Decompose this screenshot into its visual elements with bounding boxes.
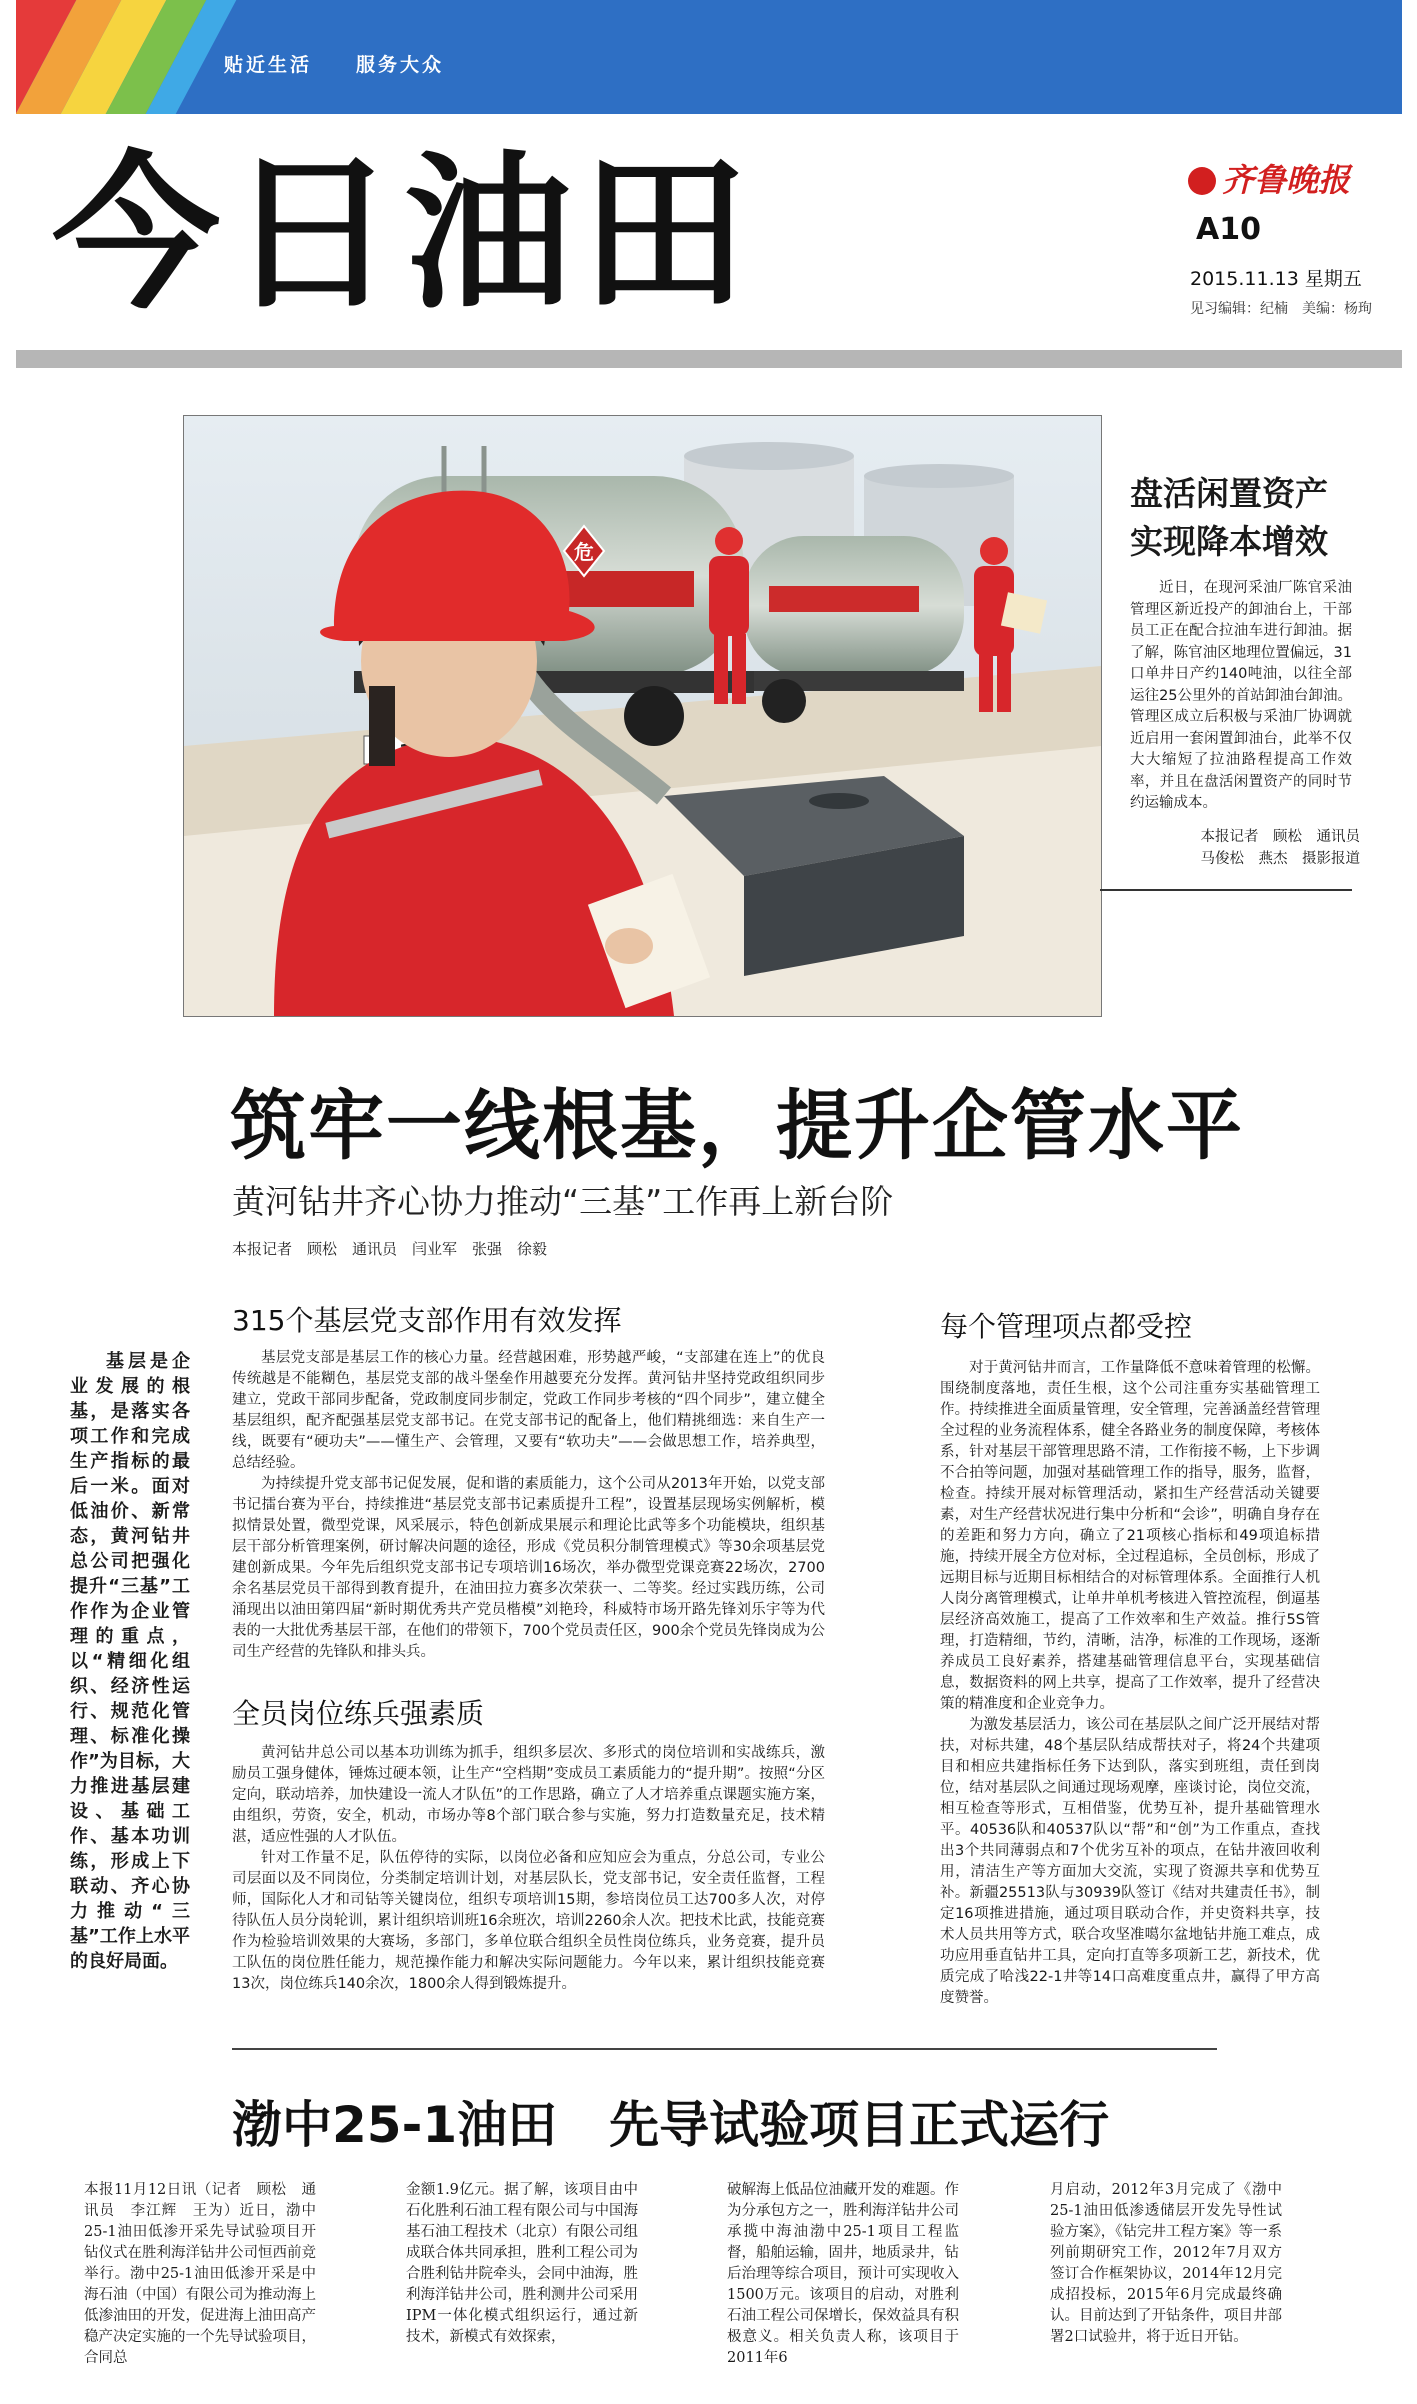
section-3-paragraph: 为激发基层活力，该公司在基层队之间广泛开展结对帮扶，对标共建，48个基层队结成帮扶对子，将24个共建项目和相应共建指标任务下达到队，落实到班组，责任到岗位，结对基层队之间通过现场观摩，座谈讨论，岗位交流，相互检查等形式，互相借鉴，优势互补，提升基础管理水平。40536队和40537队以“帮”和“创”为工作重点，查找出3个共同薄弱点和7个优劣互补的项点，在钻井液回收利用，清洁生产等方面加大交流，实现了资源共享和优势互补。新疆25513队与30939队签订《结对共建责任书》，制定16项推进措施，通过项目联动合作，并史资料共享，技术人员共用等方式，联合攻坚准噶尔盆地钻井施工难点，成功应用垂直钻井工具，定向打直等多项新工艺，新技术，优质完成了哈浅22-1井等14口高难度重点井，赢得了甲方高度赞誉。 <box>940 1717 1320 2006</box>
section-1-paragraph: 基层党支部是基层工作的核心力量。经营越困难，形势越严峻，“支部建在连上”的优良传统越是不能糊色，基层党支部的战斗堡垒作用越要充分发挥。黄河钻井坚持党政组织同步建立，党政干部同步配备，党政制度同步制定，党政工作同步考核的“四个同步”，建立健全基层组织，配齐配强基层党支部书记。在党支部书记的配备上，他们精挑细选：来自生产一线，既要有“硬功夫”——懂生产、会管理，又要有“软功夫”——会做思想工作，培养典型，总结经验。 <box>232 1350 825 1471</box>
section-2-heading: 全员岗位练兵强素质 <box>232 1697 485 1730</box>
page-number: A10 <box>1196 212 1261 247</box>
bottom-headline-1: 渤中25-1油田 <box>232 2096 558 2154</box>
editor-credits: 见习编辑：纪楠 美编：杨珣 <box>1190 301 1372 317</box>
news-photo <box>183 415 1102 1017</box>
section-2-paragraph: 黄河钻井总公司以基本功训练为抓手，组织多层次、多形式的岗位培训和实战练兵，激励员工强身健体，锤炼过硬本领，让生产“空档期”变成员工素质能力的“提升期”。按照“分区定向，联动培养，加快建设一流人才队伍”的工作思路，确立了人才培养重点课题实施方案，由组织，劳资，安全，机动，市场办等8个部门联合参与实施，努力打造数量充足，技术精湛，适应性强的人才队伍。 <box>232 1745 825 1845</box>
masthead-rule <box>16 350 1402 368</box>
banner-slogan <box>224 50 488 77</box>
section-3-heading: 每个管理项点都受控 <box>940 1310 1193 1343</box>
photo-story-rule <box>1100 889 1352 891</box>
bottom-column-4: 月启动，2012年3月完成了《渤中25-1油田低渗透储层开发先导性试验方案》，《钻完井工程方案》等一系列前期研究工作，2012年7月双方签订合作框架协议，2014年12月完成招投标，2015年6月完成最终确认。目前达到了开钻条件，项目井部署2口试验井，将于近日开钻。 <box>1050 2182 1282 2345</box>
section-2-paragraph: 针对工作量不足，队伍停待的实际，以岗位必备和应知应会为重点，分总公司，专业公司层面以及不同岗位，分类制定培训计划，对基层队长，党支部书记，安全责任监督，工程师，国际化人才和司钻等关键岗位，组织专项培训15期，参培岗位员工达700多人次，对停待队伍人员分岗轮训，累计组织培训班16余班次，培训2260余人次。把技术比武，技能竞赛作为检验培训效果的大赛场，多部门，多单位联合组织全员性岗位练兵，业务竞赛，提升员工队伍的岗位胜任能力，规范操作能力和解决实际问题能力。今年以来，累计组织技能竞赛13次，岗位练兵140余次，1800余人得到锻炼提升。 <box>232 1850 825 1992</box>
bottom-column-3: 破解海上低品位油藏开发的难题。作为分承包方之一，胜利海洋钻井公司承揽中海油渤中25-1项目工程监督，船舶运输，固井，地质录井，钻后治理等综合项目，预计可实现收入1500万元。该项目的启动，对胜利石油工程公司保增长，保效益具有积极意义。相关负责人称，该项目于2011年6 <box>727 2182 959 2366</box>
section-1-heading: 315个基层党支部作用有效发挥 <box>232 1304 622 1337</box>
section-2-body <box>232 1743 825 1995</box>
main-headline: 筑牢一线根基，提升企管水平 <box>230 1081 1244 1170</box>
banner-slogan-1: 贴近生活 <box>224 54 313 76</box>
section-1-body <box>232 1348 825 1663</box>
newspaper-name: 齐鲁晚报 <box>1222 161 1351 199</box>
main-byline: 本报记者 顾松 通讯员 闫业军 张强 徐毅 <box>232 1240 548 1258</box>
photo-story-headline-2: 实现降本增效 <box>1130 522 1328 561</box>
newspaper-logo <box>1188 155 1350 201</box>
photo-story-headline-1: 盘活闲置资产 <box>1130 474 1328 513</box>
article-separator <box>232 2048 1217 2050</box>
section-3-paragraph: 对于黄河钻井而言，工作量降低不意味着管理的松懈。围绕制度落地，责任生根，这个公司注重夯实基础管理工作。持续推进全面质量管理，安全管理，完善涵盖经营管理全过程的业务流程体系，健全各路业务的制度保障，考核体系，针对基层干部管理思路不清，工作衔接不畅，上下步调不合拍等问题，加强对基础管理工作的指导，服务，监督，检查。持续开展对标管理活动，紧扣生产经营活动关键要素，对生产经营状况进行集中分析和“会诊”，明确自身存在的差距和努力方向，确立了21项核心指标和49项追标措施，持续开展全方位对标，全过程追标，全员创标，形成了远期目标与近期目标相结合的对标管理体系。全面推行人机人岗分离管理模式，让单井单机考核进入管控流程，倒逼基层经济高效施工，提高了工作效率和生产效益。推行5S管理，打造精细，节约，清晰，洁净，标准的工作现场，逐渐养成员工良好素养，搭建基础管理信息平台，实现基础信息，数据资料的网上共享，提高了工作效率，提升了经营决策的精准度和企业竞争力。 <box>940 1360 1320 1712</box>
hazard-sign-text: 危 <box>574 540 594 564</box>
top-banner <box>16 0 1402 114</box>
photo-story-headline <box>1130 470 1385 566</box>
photo-illustration <box>184 416 1101 1016</box>
main-subheadline: 黄河钻井齐心协力推动“三基”工作再上新台阶 <box>232 1182 894 1221</box>
banner-slogan-2: 服务大众 <box>356 54 445 76</box>
bottom-headline-2: 先导试验项目正式运行 <box>609 2096 1110 2154</box>
intro-text: 基层是企业发展的根基，是落实各项工作和完成生产指标的最后一米。面对低油价、新常态，黄河钻井总公司把强化提升“三基”工作作为企业管理的重点，以“精细化组织、经济性运行、规范化管理、标准化操作”为目标，大力推进基层建设、基础工作、基本功训练，形成上下联动、齐心协力推动“三基”工作上水平的良好局面。 <box>70 1351 190 1972</box>
photo-credit-line-2: 马俊松 燕杰 摄影报道 <box>1200 851 1360 867</box>
bottom-column-1: 本报11月12日讯（记者 顾松 通讯员 李江辉 王为）近日，渤中25-1油田低渗开采先导试验项目开钻仪式在胜利海洋钻井公司恒西前竞举行。渤中25-1油田低渗开采是中海石油（中国）有限公司为推动海上低渗油田的开发，促进海上油田高产稳产决定实施的一个先导试验项目，合同总 <box>84 2182 316 2366</box>
issue-date: 2015.11.13 星期五 <box>1190 268 1362 290</box>
photo-story-body: 近日，在现河采油厂陈官采油管理区新近投产的卸油台上，干部员工正在配合拉油车进行卸油。据了解，陈官油区地理位置偏远，31口单井日产约140吨油，以往全部运往25公里外的首站卸油台卸油。管理区成立后积极与采油厂协调就近启用一套闲置卸油台，此举不仅大大缩短了拉油路程提高工作效率，并且在盘活闲置资产的同时节约运输成本。 <box>1130 580 1352 811</box>
page-title: 今日油田 <box>52 136 756 332</box>
photo-credit-line-1: 本报记者 顾松 通讯员 <box>1200 829 1360 845</box>
section-1-paragraph: 为持续提升党支部书记促发展，促和谐的素质能力，这个公司从2013年开始，以党支部书记擂台赛为平台，持续推进“基层党支部书记素质提升工程”，设置基层现场实例解析，模拟情景处置，微型党课，风采展示，特色创新成果展示和理论比武等多个功能模块，组织基层干部分析管理案例，研讨解决问题的途径，形成《党员积分制管理模式》等30余项基层党建创新成果。今年先后组织党支部书记专项培训16场次，举办微型党课竞赛22场次，2700余名基层党员干部得到教育提升，在油田拉力赛多次荣获一、二等奖。经过实践历练，公司涌现出以油田第四届“新时期优秀共产党员楷模”刘艳玲，科威特市场开路先锋刘乐宇等为代表的一大批优秀基层干部，在他们的带领下，700个党员责任区，900余个党员先锋岗成为公司生产经营的先锋队和排头兵。 <box>232 1476 825 1660</box>
photo-story-credit <box>1130 826 1360 870</box>
logo-mark-icon <box>1188 167 1216 195</box>
bottom-column-2: 金额1.9亿元。据了解，该项目由中石化胜利石油工程有限公司与中国海基石油工程技术（北京）有限公司组成联合体共同承担，胜利工程公司为合胜利钻井院牵头，会同中油海，胜利海洋钻井公司，胜利测井公司采用IPM一体化模式组织运行，通过新技术，新模式有效探索， <box>406 2182 638 2345</box>
bottom-headline <box>232 2096 1161 2154</box>
section-3-body <box>940 1358 1320 2009</box>
